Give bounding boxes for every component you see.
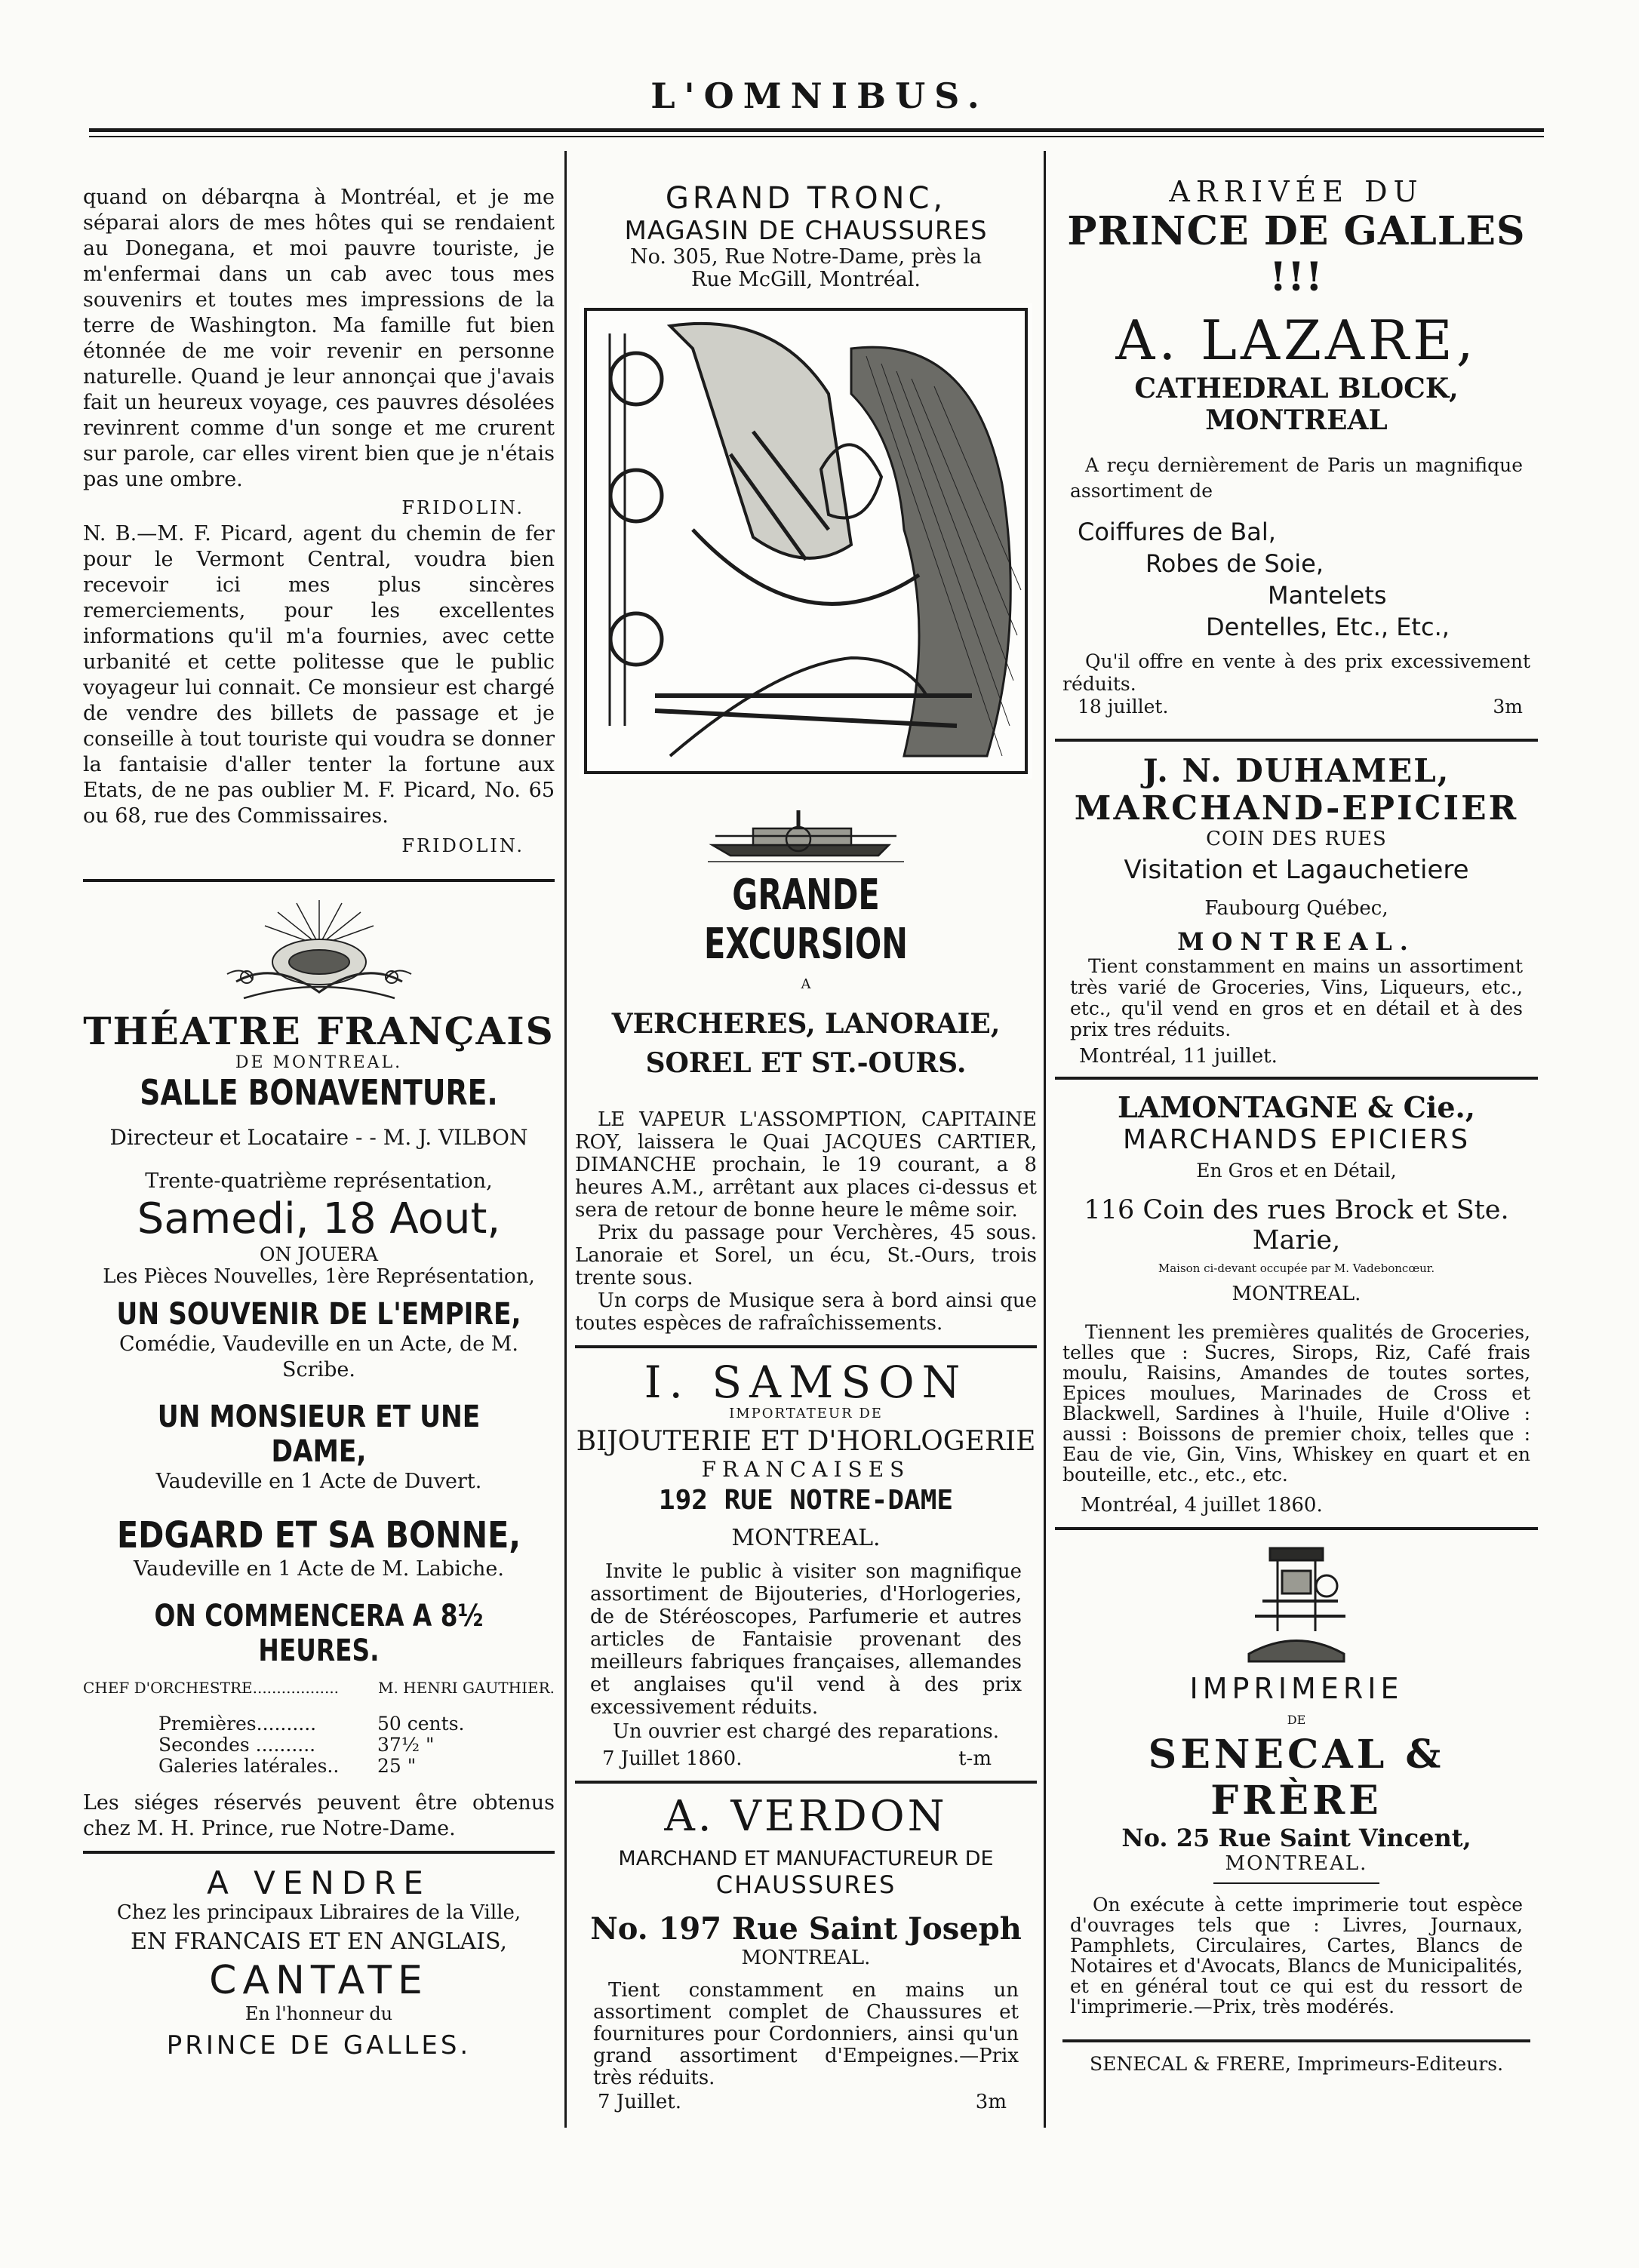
imprimerie-body: On exécute à cette imprimerie tout espèce d'ouvrages tels que : Livres, Journaux, Pamphlets, Circulaires, Cartes, Blancs de Notaires et d'Avocats, Blancs de Municipalités, et en général tout ce qui est du ressort de l'imprimerie.—Prix, très modérés. [1070, 1894, 1523, 2018]
duhamel-coin: COIN DES RUES [1206, 828, 1387, 850]
duhamel-streets: Visitation et Lagauchetiere [1124, 855, 1469, 885]
lazare-date: 18 juillet. [1078, 696, 1169, 718]
verdon-code: 3m [975, 2091, 1007, 2113]
duhamel-date: Montréal, 11 juillet. [1079, 1045, 1278, 1068]
excursion-a: A [801, 976, 811, 992]
press-icon [1055, 1541, 1538, 1672]
masthead: L'OMNIBUS. [650, 75, 989, 116]
lamontagne-trade: MARCHANDS EPICIERS [1122, 1124, 1471, 1155]
lazare-prince: PRINCE DE GALLES !!! [1067, 208, 1526, 300]
reserve-note: Les siéges réservés peuvent être obtenus chez M. H. Prince, rue Notre-Dame. [83, 1791, 555, 1840]
column-1 [83, 185, 555, 2139]
divider [83, 1851, 555, 1854]
imprimerie-address: No. 25 Rue Saint Vincent, [1121, 1824, 1471, 1852]
tronc-subtitle: MAGASIN DE CHAUSSURES [624, 216, 988, 246]
price-row [158, 1735, 555, 1756]
excursion-body: Prix du passage pour Verchères, 45 sous. Lanoraie et Sorel, un écu, St.-Ours, trois trente sous. [575, 1222, 1037, 1289]
lazare-arrivee: ARRIVÉE DU [1169, 175, 1424, 208]
lazare-item: Robes de Soie, [1145, 549, 1324, 578]
theatre-date: Samedi, 18 Aout, [137, 1194, 501, 1243]
orchestra-line [83, 1679, 555, 1697]
signature: FRIDOLIN. [401, 835, 524, 856]
verdon-name: A. VERDON [664, 1792, 948, 1841]
lamontagne-date: Montréal, 4 juillet 1860. [1081, 1494, 1323, 1517]
tronc-address: No. 305, Rue Notre-Dame, près la Rue McGill, Montréal. [629, 245, 982, 291]
samson-body: Invite le public à visiter son magnifique assortiment de Bijouteries, d'Horlogeries, de de Stéréoscopes, Parfumerie et autres articles de Fantaisie provenant des meilleurs fabriques françaises, allemandes et anglaises qu'il vend à des prix excessivement réduits. [590, 1560, 1022, 1719]
imprimerie-name: SENECAL & FRÈRE [1148, 1732, 1445, 1824]
price-row [158, 1713, 555, 1735]
divider [1055, 739, 1538, 742]
theatre-pieces: Les Pièces Nouvelles, 1ère Représentation, [103, 1265, 535, 1288]
theatre-on-jouera: ON JOUERA [259, 1243, 379, 1265]
theatre-title: THÉATRE FRANÇAIS [83, 1009, 555, 1053]
lazare-block: CATHEDRAL BLOCK, MONTREAL [1134, 373, 1459, 436]
imprimerie-footer: SENECAL & FRERE, Imprimeurs-Editeurs. [1089, 2053, 1504, 2075]
excursion-title: GRANDE EXCURSION [704, 871, 908, 969]
steamboat-icon [708, 806, 904, 866]
column-3 [1055, 175, 1538, 2129]
vendre-line: En l'honneur du [244, 2003, 393, 2024]
excursion-destinations: VERCHERES, LANORAIE, SOREL ET ST.-OURS. [611, 1008, 1001, 1079]
lamontagne-body: Tiennent les premières qualités de Groceries, telles que : Sucres, Sirops, Riz, Café frais moulu, Raisins, Amandes de toutes sortes, Epices moulues, Marinades de Cross et Blackwell, Sardines à l'huile, Huile d'Olive : aussi : Boissons de premier choix, telles que : Eau de vie, Gin, Vins, Whiskey en quart et en bouteille, etc., etc., etc. [1062, 1321, 1530, 1486]
tronc-title: GRAND TRONC, [665, 181, 947, 216]
samson-name: I. SAMSON [644, 1357, 968, 1408]
lazare-offer: Qu'il offre en vente à des prix excessivement réduits. [1062, 650, 1530, 695]
lazare-name: A. LAZARE, [1115, 309, 1478, 372]
divider [83, 879, 555, 882]
verdon-body: Tient constamment en mains un assortiment complet de Chaussures et fournitures pour Cordonniers, ainsi qu'un grand assortiment d'Empeignes.—Prix très réduits. [593, 1979, 1019, 2089]
vendre-line: EN FRANCAIS ET EN ANGLAIS, [130, 1928, 508, 1955]
samson-dateline [575, 1747, 1037, 1770]
verdon-chaussures: CHAUSSURES [715, 1870, 896, 1899]
masthead-rule-thin [89, 136, 1544, 137]
divider [575, 1781, 1037, 1784]
verdon-trade: MARCHAND ET MANUFACTUREUR DE [618, 1847, 994, 1870]
imprimerie-city: MONTREAL. [1225, 1852, 1368, 1875]
verdon-address: No. 197 Rue Saint Joseph [590, 1911, 1022, 1947]
signature: FRIDOLIN. [401, 497, 524, 518]
divider [1055, 1077, 1538, 1080]
verdon-dateline [575, 2091, 1037, 2113]
play-description: Comédie, Vaudeville en un Acte, de M. Scribe. [118, 1332, 519, 1381]
theatre-director: Directeur et Locataire - - M. J. VILBON [109, 1125, 528, 1150]
verdon-date: 7 Juillet. [598, 2091, 682, 2113]
excursion-body: Un corps de Musique sera à bord ainsi que toutes espèces de rafraîchissements. [575, 1289, 1037, 1335]
samson-importer: IMPORTATEUR DE [729, 1406, 883, 1421]
price-row [158, 1756, 555, 1777]
vendre-prince: PRINCE DE GALLES. [166, 2030, 472, 2061]
verdon-city: MONTREAL. [741, 1947, 871, 1969]
lazare-item: Dentelles, Etc., Etc., [1206, 613, 1450, 641]
column-divider [564, 151, 567, 2128]
price-value: 50 cents. [377, 1713, 465, 1735]
lazare-item: Mantelets [1268, 581, 1387, 610]
divider [1055, 1527, 1538, 1530]
short-rule [1213, 1882, 1379, 1884]
play-title: EDGARD ET SA BONNE, [116, 1514, 521, 1557]
lazare-code: 3m [1493, 696, 1523, 718]
samson-date: 7 Juillet 1860. [602, 1747, 743, 1770]
play-title: UN SOUVENIR DE L'EMPIRE, [116, 1297, 521, 1332]
theatre-emblem-icon [83, 893, 555, 1009]
play-description: Vaudeville en 1 Acte de M. Labiche. [134, 1557, 504, 1581]
samson-address: 192 RUE NOTRE-DAME [658, 1485, 954, 1516]
lamontagne-gros: En Gros et en Détail, [1196, 1160, 1397, 1182]
duhamel-trade: MARCHAND-EPICIER [1074, 789, 1519, 828]
divider [575, 1345, 1037, 1348]
lamontagne-name: LAMONTAGNE & Cie., [1117, 1090, 1476, 1124]
lamontagne-maison: Maison ci-devant occupée par M. Vadeboncœur. [1158, 1262, 1435, 1275]
play-description: Vaudeville en 1 Acte de Duvert. [155, 1470, 482, 1493]
price-label: Secondes .......... [158, 1734, 316, 1756]
footer-rule [1062, 2039, 1530, 2042]
shoe-illustration-icon [580, 303, 1032, 779]
samson-code: t-m [958, 1747, 992, 1770]
cantate-title: CANTATE [209, 1958, 429, 2003]
theatre-hall: SALLE BONAVENTURE. [140, 1072, 498, 1113]
duhamel-body: Tient constamment en mains un assortiment très varié de Groceries, Vins, Liqueurs, etc., etc., qu'il vend en gros et en détail et à des prix tres réduits. [1070, 955, 1523, 1040]
excursion-body: LE VAPEUR L'ASSOMPTION, CAPITAINE ROY, laissera le Quai JACQUES CARTIER, DIMANCHE prochain, le 19 courant, a 8 heures A.M., arrêtant aux places ci-dessus et sera de retour de bonne heure le même soir. [575, 1108, 1037, 1222]
samson-goods: BIJOUTERIE ET D'HORLOGERIE [576, 1426, 1036, 1457]
lazare-intro: A reçu dernièrement de Paris un magnifique assortiment de [1070, 454, 1523, 502]
column-2 [575, 181, 1037, 2135]
orchestra-label: CHEF D'ORCHESTRE.................. [83, 1679, 340, 1697]
column-divider [1044, 151, 1046, 2128]
price-table [158, 1713, 555, 1777]
theatre-representation: Trente-quatrième représentation, [145, 1169, 493, 1193]
masthead-rule [89, 128, 1544, 132]
play-title: UN MONSIEUR ET UNE DAME, [157, 1400, 481, 1469]
theatre-city: DE MONTREAL. [235, 1053, 403, 1072]
story-paragraph: N. B.—M. F. Picard, agent du chemin de fer pour le Vermont Central, voudra bien recevoir ici mes plus sincères remerciements, pour les excellentes informations qu'il m'a fournies, avec cette urbanité et cette politesse que le public voyageur lui connait. Ce monsieur est chargé de vendre des billets de passage et je conseille à tout touriste qui voudra se donner la fantaisie d'aller tenter la fortune aux Etats, de ne pas oublier M. F. Picard, No. 65 ou 68, rue des Commissaires. [83, 522, 555, 828]
vendre-title: A VENDRE [207, 1864, 431, 1901]
price-label: Galeries latérales.. [158, 1755, 340, 1777]
price-value: 25 " [377, 1755, 417, 1777]
orchestra-name: M. HENRI GAUTHIER. [377, 1679, 555, 1697]
lamontagne-address: 116 Coin des rues Brock et Ste. Marie, [1084, 1195, 1509, 1255]
vendre-line: Chez les principaux Libraires de la Ville, [116, 1901, 521, 1924]
imprimerie-de: DE [1287, 1713, 1306, 1727]
theatre-start: ON COMMENCERA A 8½ HEURES. [154, 1599, 484, 1668]
duhamel-name: J. N. DUHAMEL, [1142, 752, 1450, 789]
price-value: 37½ " [377, 1734, 435, 1756]
samson-city: MONTREAL. [731, 1525, 881, 1551]
duhamel-faubourg: Faubourg Québec, [1204, 897, 1388, 920]
duhamel-city: MONTREAL. [1177, 927, 1416, 956]
price-label: Premières.......... [158, 1713, 317, 1735]
lamontagne-city: MONTREAL. [1232, 1283, 1361, 1305]
samson-francaises: FRANCAISES [701, 1457, 911, 1482]
story-paragraph: quand on débarqna à Montréal, et je me séparai alors de mes hôtes qui se rendaient au Donegana, et moi pauvre touriste, je m'enfermai dans un cab avec tous mes souvenirs et toutes mes impressions de la terre de Washington. Ma famille fut bien étonnée de me voir revenir en personne naturelle. Quand je leur annonçai que j'avais fait un heureux voyage, ces pauvres désolées revinrent comme d'un songe et me crurent sur parole, car elles virent bien que je n'étais pas une ombre. [83, 186, 555, 491]
lazare-dateline [1055, 696, 1538, 718]
samson-repair: Un ouvrier est chargé des reparations. [612, 1720, 1000, 1743]
imprimerie-title: IMPRIMERIE [1189, 1672, 1404, 1705]
lazare-item: Coiffures de Bal, [1078, 518, 1276, 546]
